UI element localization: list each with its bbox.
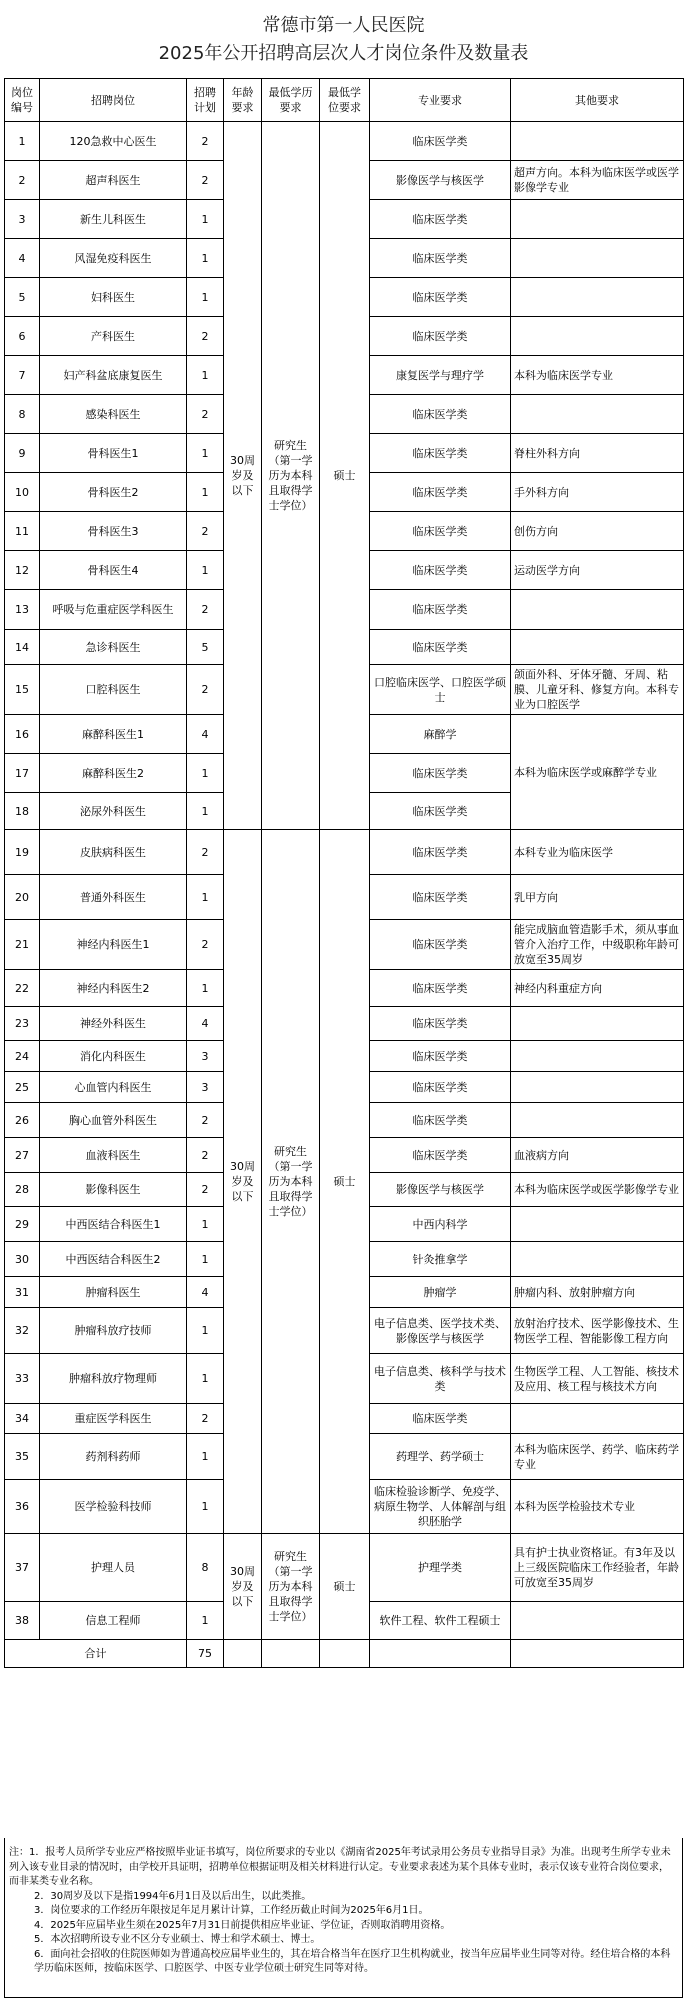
- position-name-cell: 肿瘤科医生: [40, 1277, 187, 1308]
- other-requirement-cell: [511, 122, 684, 161]
- other-requirement-cell: [511, 1103, 684, 1138]
- plan-cell: 1: [187, 1602, 224, 1640]
- plan-cell: 4: [187, 715, 224, 754]
- table-header-row: [5, 79, 684, 122]
- position-no-cell: 25: [5, 1072, 40, 1103]
- position-no-cell: 12: [5, 551, 40, 590]
- major-requirement-cell: 临床医学类: [370, 590, 511, 630]
- major-requirement-cell: 影像医学与核医学: [370, 1173, 511, 1207]
- other-requirement-cell: [511, 395, 684, 434]
- position-no-cell: 33: [5, 1354, 40, 1404]
- major-requirement-cell: 临床医学类: [370, 875, 511, 920]
- position-name-cell: 消化内科医生: [40, 1041, 187, 1072]
- major-requirement-cell: 电子信息类、医学技术类、影像医学与核医学: [370, 1308, 511, 1354]
- education-requirement-cell: 研究生（第一学历为本科且取得学士学位）: [262, 122, 320, 830]
- other-requirement-cell: [511, 200, 684, 239]
- major-requirement-cell: 临床医学类: [370, 970, 511, 1007]
- other-requirement-cell: [511, 630, 684, 665]
- plan-cell: 1: [187, 1434, 224, 1480]
- position-no-cell: 32: [5, 1308, 40, 1354]
- position-name-cell: 泌尿外科医生: [40, 793, 187, 830]
- other-requirement-cell: 乳甲方向: [511, 875, 684, 920]
- position-name-cell: 神经内科医生1: [40, 920, 187, 970]
- position-no-cell: 35: [5, 1434, 40, 1480]
- plan-cell: 1: [187, 434, 224, 473]
- position-name-cell: 肿瘤科放疗物理师: [40, 1354, 187, 1404]
- plan-cell: 2: [187, 512, 224, 551]
- position-name-cell: 血液科医生: [40, 1138, 187, 1173]
- other-requirement-cell: 本科为临床医学专业: [511, 356, 684, 395]
- major-requirement-cell: 临床医学类: [370, 239, 511, 278]
- major-requirement-cell: 临床医学类: [370, 317, 511, 356]
- position-name-cell: 新生儿科医生: [40, 200, 187, 239]
- other-requirement-cell: 神经内科重症方向: [511, 970, 684, 1007]
- position-no-cell: 9: [5, 434, 40, 473]
- plan-cell: 2: [187, 830, 224, 875]
- position-name-cell: 影像科医生: [40, 1173, 187, 1207]
- position-name-cell: 医学检验科技师: [40, 1480, 187, 1534]
- table-row: [5, 122, 684, 161]
- position-no-cell: 38: [5, 1602, 40, 1640]
- position-name-cell: 骨科医生1: [40, 434, 187, 473]
- position-name-cell: 麻醉科医生2: [40, 754, 187, 793]
- position-no-cell: 26: [5, 1103, 40, 1138]
- position-no-cell: 15: [5, 665, 40, 715]
- table-body: [5, 122, 684, 1668]
- other-requirement-cell: 放射治疗技术、医学影像技术、生物医学工程、智能影像工程方向: [511, 1308, 684, 1354]
- empty-cell: [511, 1640, 684, 1668]
- header-position: 招聘岗位: [40, 79, 187, 122]
- position-no-cell: 5: [5, 278, 40, 317]
- total-value: 75: [187, 1640, 224, 1668]
- empty-cell: [262, 1640, 320, 1668]
- plan-cell: 2: [187, 1173, 224, 1207]
- major-requirement-cell: 临床医学类: [370, 551, 511, 590]
- position-no-cell: 37: [5, 1534, 40, 1602]
- major-requirement-cell: 临床医学类: [370, 630, 511, 665]
- position-name-cell: 产科医生: [40, 317, 187, 356]
- plan-cell: 2: [187, 1103, 224, 1138]
- other-requirement-cell: 能完成脑血管造影手术，须从事血管介入治疗工作，中级职称年龄可放宽至35周岁: [511, 920, 684, 970]
- plan-cell: 2: [187, 1404, 224, 1434]
- position-name-cell: 骨科医生2: [40, 473, 187, 512]
- position-no-cell: 30: [5, 1242, 40, 1277]
- plan-cell: 1: [187, 1308, 224, 1354]
- plan-cell: 1: [187, 875, 224, 920]
- total-label: 合计: [5, 1640, 187, 1668]
- document-title-line1: 常德市第一人民医院: [262, 15, 425, 36]
- other-requirement-cell: 创伤方向: [511, 512, 684, 551]
- other-requirement-cell: 运动医学方向: [511, 551, 684, 590]
- other-requirement-cell: 脊柱外科方向: [511, 434, 684, 473]
- plan-cell: 1: [187, 754, 224, 793]
- plan-cell: 2: [187, 395, 224, 434]
- major-requirement-cell: 口腔临床医学、口腔医学硕士: [370, 665, 511, 715]
- footnote-4: 4．2025年应届毕业生须在2025年7月31日前提供相应毕业证、学位证，否则取消聘用资格。: [34, 1919, 451, 1931]
- other-requirement-cell: 血液病方向: [511, 1138, 684, 1173]
- major-requirement-cell: 临床医学类: [370, 1041, 511, 1072]
- position-name-cell: 超声科医生: [40, 161, 187, 200]
- position-no-cell: 20: [5, 875, 40, 920]
- major-requirement-cell: 临床医学类: [370, 200, 511, 239]
- plan-cell: 1: [187, 239, 224, 278]
- header-plan: 招聘计划: [187, 79, 224, 122]
- major-requirement-cell: 临床检验诊断学、免疫学、病原生物学、人体解剖与组织胚胎学: [370, 1480, 511, 1534]
- position-name-cell: 急诊科医生: [40, 630, 187, 665]
- other-requirement-cell: [511, 1041, 684, 1072]
- major-requirement-cell: 临床医学类: [370, 278, 511, 317]
- major-requirement-cell: 护理学类: [370, 1534, 511, 1602]
- other-requirement-cell: [511, 1602, 684, 1640]
- header-other: 其他要求: [511, 79, 684, 122]
- position-name-cell: 风湿免疫科医生: [40, 239, 187, 278]
- footnote-3: 3．岗位要求的工作经历年限按足年足月累计计算，工作经历截止时间为2025年6月1日。: [34, 1905, 429, 1916]
- other-requirement-cell: 本科为临床医学或麻醉学专业: [511, 715, 684, 830]
- other-requirement-cell: [511, 239, 684, 278]
- position-no-cell: 24: [5, 1041, 40, 1072]
- position-no-cell: 8: [5, 395, 40, 434]
- position-no-cell: 14: [5, 630, 40, 665]
- major-requirement-cell: 中西内科学: [370, 1207, 511, 1242]
- position-no-cell: 21: [5, 920, 40, 970]
- major-requirement-cell: 临床医学类: [370, 473, 511, 512]
- plan-cell: 1: [187, 793, 224, 830]
- position-no-cell: 23: [5, 1007, 40, 1041]
- document-title-line2: 2025年公开招聘高层次人才岗位条件及数量表: [158, 43, 529, 64]
- plan-cell: 2: [187, 161, 224, 200]
- header-degree: 最低学位要求: [320, 79, 370, 122]
- position-name-cell: 中西医结合科医生1: [40, 1207, 187, 1242]
- education-requirement-cell: 研究生（第一学历为本科且取得学士学位）: [262, 830, 320, 1534]
- position-no-cell: 27: [5, 1138, 40, 1173]
- plan-cell: 2: [187, 122, 224, 161]
- position-no-cell: 31: [5, 1277, 40, 1308]
- position-no-cell: 22: [5, 970, 40, 1007]
- footnote-2: 2．30周岁及以下是指1994年6月1日及以后出生，以此类推。: [34, 1890, 312, 1902]
- other-requirement-cell: 生物医学工程、人工智能、核技术及应用、核工程与核技术方向: [511, 1354, 684, 1404]
- position-name-cell: 感染科医生: [40, 395, 187, 434]
- plan-cell: 2: [187, 920, 224, 970]
- position-no-cell: 29: [5, 1207, 40, 1242]
- position-name-cell: 妇产科盆底康复医生: [40, 356, 187, 395]
- plan-cell: 2: [187, 317, 224, 356]
- other-requirement-cell: [511, 1007, 684, 1041]
- position-name-cell: 骨科医生3: [40, 512, 187, 551]
- major-requirement-cell: 药理学、药学硕士: [370, 1434, 511, 1480]
- plan-cell: 1: [187, 356, 224, 395]
- plan-cell: 4: [187, 1007, 224, 1041]
- major-requirement-cell: 临床医学类: [370, 512, 511, 551]
- position-name-cell: 胸心血管外科医生: [40, 1103, 187, 1138]
- major-requirement-cell: 肿瘤学: [370, 1277, 511, 1308]
- major-requirement-cell: 临床医学类: [370, 920, 511, 970]
- position-name-cell: 神经外科医生: [40, 1007, 187, 1041]
- other-requirement-cell: 超声方向。本科为临床医学或医学影像学专业: [511, 161, 684, 200]
- plan-cell: 1: [187, 278, 224, 317]
- plan-cell: 5: [187, 630, 224, 665]
- degree-requirement-cell: 硕士: [320, 122, 370, 830]
- table-row: [5, 1534, 684, 1602]
- major-requirement-cell: 影像医学与核医学: [370, 161, 511, 200]
- position-name-cell: 重症医学科医生: [40, 1404, 187, 1434]
- other-requirement-cell: [511, 1207, 684, 1242]
- major-requirement-cell: 临床医学类: [370, 1072, 511, 1103]
- major-requirement-cell: 临床医学类: [370, 395, 511, 434]
- major-requirement-cell: 临床医学类: [370, 793, 511, 830]
- position-name-cell: 骨科医生4: [40, 551, 187, 590]
- age-requirement-cell: 30周岁及以下: [224, 1534, 262, 1640]
- position-no-cell: 28: [5, 1173, 40, 1207]
- header-age: 年龄要求: [224, 79, 262, 122]
- major-requirement-cell: 临床医学类: [370, 1007, 511, 1041]
- major-requirement-cell: 临床医学类: [370, 754, 511, 793]
- position-no-cell: 1: [5, 122, 40, 161]
- position-no-cell: 13: [5, 590, 40, 630]
- other-requirement-cell: [511, 590, 684, 630]
- header-position-no: 岗位编号: [5, 79, 40, 122]
- other-requirement-cell: 手外科方向: [511, 473, 684, 512]
- major-requirement-cell: 电子信息类、核科学与技术类: [370, 1354, 511, 1404]
- plan-cell: 1: [187, 1207, 224, 1242]
- major-requirement-cell: 临床医学类: [370, 122, 511, 161]
- education-requirement-cell: 研究生（第一学历为本科且取得学士学位）: [262, 1534, 320, 1640]
- positions-table: [4, 78, 684, 1668]
- total-row: [5, 1640, 684, 1668]
- major-requirement-cell: 临床医学类: [370, 1404, 511, 1434]
- major-requirement-cell: 麻醉学: [370, 715, 511, 754]
- plan-cell: 4: [187, 1277, 224, 1308]
- position-name-cell: 神经内科医生2: [40, 970, 187, 1007]
- other-requirement-cell: 本科为临床医学、药学、临床药学专业: [511, 1434, 684, 1480]
- footnote-5: 5．本次招聘所设专业不区分专业硕士、博士和学术硕士、博士。: [34, 1934, 321, 1945]
- position-name-cell: 药剂科药师: [40, 1434, 187, 1480]
- plan-cell: 1: [187, 1354, 224, 1404]
- other-requirement-cell: 具有护士执业资格证。有3年及以上三级医院临床工作经验者，年龄可放宽至35周岁: [511, 1534, 684, 1602]
- other-requirement-cell: [511, 278, 684, 317]
- position-name-cell: 护理人员: [40, 1534, 187, 1602]
- major-requirement-cell: 康复医学与理疗学: [370, 356, 511, 395]
- position-name-cell: 肿瘤科放疗技师: [40, 1308, 187, 1354]
- plan-cell: 1: [187, 1480, 224, 1534]
- other-requirement-cell: 本科专业为临床医学: [511, 830, 684, 875]
- other-requirement-cell: [511, 1242, 684, 1277]
- position-name-cell: 普通外科医生: [40, 875, 187, 920]
- other-requirement-cell: 肿瘤内科、放射肿瘤方向: [511, 1277, 684, 1308]
- empty-cell: [320, 1640, 370, 1668]
- plan-cell: 2: [187, 590, 224, 630]
- plan-cell: 2: [187, 1138, 224, 1173]
- position-name-cell: 妇科医生: [40, 278, 187, 317]
- plan-cell: 1: [187, 970, 224, 1007]
- position-no-cell: 6: [5, 317, 40, 356]
- position-no-cell: 3: [5, 200, 40, 239]
- plan-cell: 3: [187, 1072, 224, 1103]
- position-no-cell: 16: [5, 715, 40, 754]
- degree-requirement-cell: 硕士: [320, 1534, 370, 1640]
- position-no-cell: 34: [5, 1404, 40, 1434]
- footnote-6: 6．面向社会招收的住院医师如为普通高校应届毕业生的，其在培合格当年在医疗卫生机构就业，按当年应届毕业生同等对待。经住培合格的本科学历临床医师，按临床医学、口腔医学、中医专业学位硕士研究生同等对待。: [34, 1948, 671, 1974]
- major-requirement-cell: 针灸推拿学: [370, 1242, 511, 1277]
- plan-cell: 2: [187, 665, 224, 715]
- major-requirement-cell: 临床医学类: [370, 1138, 511, 1173]
- table-row: [5, 830, 684, 875]
- position-no-cell: 17: [5, 754, 40, 793]
- empty-cell: [224, 1640, 262, 1668]
- degree-requirement-cell: 硕士: [320, 830, 370, 1534]
- major-requirement-cell: 临床医学类: [370, 434, 511, 473]
- major-requirement-cell: 软件工程、软件工程硕士: [370, 1602, 511, 1640]
- plan-cell: 8: [187, 1534, 224, 1602]
- other-requirement-cell: 本科为医学检验技术专业: [511, 1480, 684, 1534]
- plan-cell: 1: [187, 1242, 224, 1277]
- header-education: 最低学历要求: [262, 79, 320, 122]
- position-no-cell: 11: [5, 512, 40, 551]
- plan-cell: 1: [187, 200, 224, 239]
- other-requirement-cell: [511, 317, 684, 356]
- position-no-cell: 10: [5, 473, 40, 512]
- position-name-cell: 皮肤病科医生: [40, 830, 187, 875]
- plan-cell: 1: [187, 551, 224, 590]
- age-requirement-cell: 30周岁及以下: [224, 830, 262, 1534]
- major-requirement-cell: 临床医学类: [370, 1103, 511, 1138]
- position-no-cell: 36: [5, 1480, 40, 1534]
- footnote-1: 注：1．报考人员所学专业应严格按照毕业证书填写，岗位所要求的专业以《湖南省2025年考试录用公务员专业指导目录》为准。出现考生所学专业未列入该专业目录的情况时，由学校开具证明，招聘单位根据证明及相关材料进行认定。专业要求表述为某个具体专业时，表示仅该专业符合岗位要求，而非某类专业名称。: [9, 1847, 671, 1887]
- position-name-cell: 心血管内科医生: [40, 1072, 187, 1103]
- other-requirement-cell: 本科为临床医学或医学影像学专业: [511, 1173, 684, 1207]
- position-name-cell: 呼吸与危重症医学科医生: [40, 590, 187, 630]
- plan-cell: 1: [187, 473, 224, 512]
- position-no-cell: 7: [5, 356, 40, 395]
- age-requirement-cell: 30周岁及以下: [224, 122, 262, 830]
- position-name-cell: 麻醉科医生1: [40, 715, 187, 754]
- position-no-cell: 19: [5, 830, 40, 875]
- position-name-cell: 信息工程师: [40, 1602, 187, 1640]
- position-name-cell: 口腔科医生: [40, 665, 187, 715]
- position-no-cell: 18: [5, 793, 40, 830]
- position-name-cell: 120急救中心医生: [40, 122, 187, 161]
- position-no-cell: 2: [5, 161, 40, 200]
- position-no-cell: 4: [5, 239, 40, 278]
- plan-cell: 3: [187, 1041, 224, 1072]
- major-requirement-cell: 临床医学类: [370, 830, 511, 875]
- header-major: 专业要求: [370, 79, 511, 122]
- position-name-cell: 中西医结合科医生2: [40, 1242, 187, 1277]
- other-requirement-cell: [511, 1404, 684, 1434]
- footnotes: [4, 1838, 683, 1998]
- other-requirement-cell: 颌面外科、牙体牙髓、牙周、粘膜、儿童牙科、修复方向。本科专业为口腔医学: [511, 665, 684, 715]
- empty-cell: [370, 1640, 511, 1668]
- other-requirement-cell: [511, 1072, 684, 1103]
